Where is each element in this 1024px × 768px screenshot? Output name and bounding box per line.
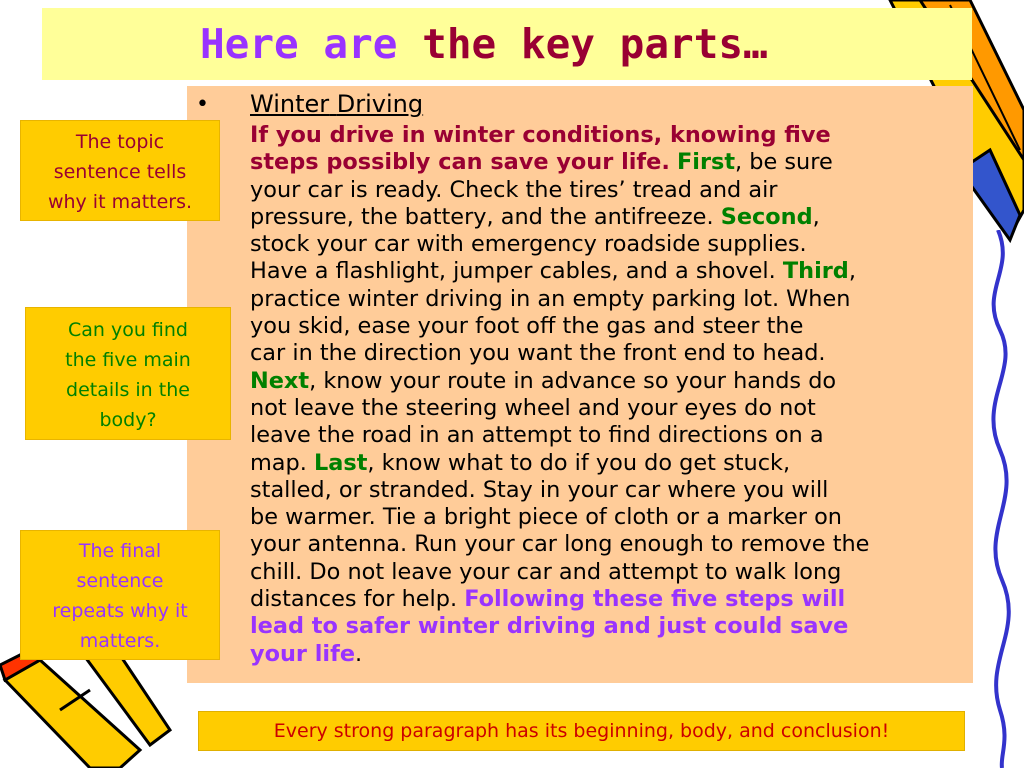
heading-word-1: Winter	[250, 90, 330, 118]
blue-squiggle-icon	[970, 230, 1024, 768]
note-final-sentence: The final sentence repeats why it matters.	[20, 530, 220, 660]
body-text-6: , know what to do if you do get stuck, stalled, or stranded. Stay in your car where you will be warmer. Tie a bright piece of cloth or a marker on your antenna. Run your car long enough to remove the chill. Do not leave your car and attempt to walk long distances for help.	[250, 449, 870, 613]
bullet-icon: •	[196, 92, 209, 117]
paragraph-body	[250, 122, 965, 668]
note-main-details: Can you find the five main details in the body?	[25, 307, 231, 440]
title-part-1: Here are	[200, 20, 398, 68]
keyword-third: Third	[782, 258, 849, 285]
body-text-1: , be sure	[735, 149, 833, 176]
heading-word-2: Driving	[336, 90, 424, 118]
page-title	[200, 18, 768, 70]
body-text-2: your car is ready. Check the tires’ tread and air pressure, the battery, and the antifreeze.	[250, 176, 778, 230]
keyword-first: First	[677, 149, 736, 176]
topic-sentence-line-2: steps possibly can save your life.	[250, 149, 670, 176]
closing-sentence: Following these five steps will lead to safer winter driving and just could save your life	[250, 586, 849, 667]
body-text-4: , practice winter driving in an empty parking lot. When you skid, ease your foot off the gas and steer the car in the direction you want the front end to head.	[250, 258, 856, 367]
closing-period: .	[355, 640, 363, 667]
note-topic-sentence: The topic sentence tells why it matters.	[20, 120, 220, 221]
paragraph-heading	[250, 90, 423, 118]
keyword-next: Next	[250, 367, 310, 394]
keyword-last: Last	[313, 449, 368, 476]
body-text-5: , know your route in advance so your hands do not leave the steering wheel and your eyes do not leave the road in an attempt to find directions on a map.	[250, 367, 837, 476]
body-text-3: , stock your car with emergency roadside supplies. Have a flashlight, jumper cables, and a shovel.	[250, 203, 820, 285]
keyword-second: Second	[720, 203, 813, 230]
footer-banner: Every strong paragraph has its beginning, body, and conclusion!	[198, 711, 965, 751]
topic-sentence-line-1: If you drive in winter conditions, knowing five	[250, 122, 831, 148]
title-part-2: the key parts…	[422, 20, 768, 68]
